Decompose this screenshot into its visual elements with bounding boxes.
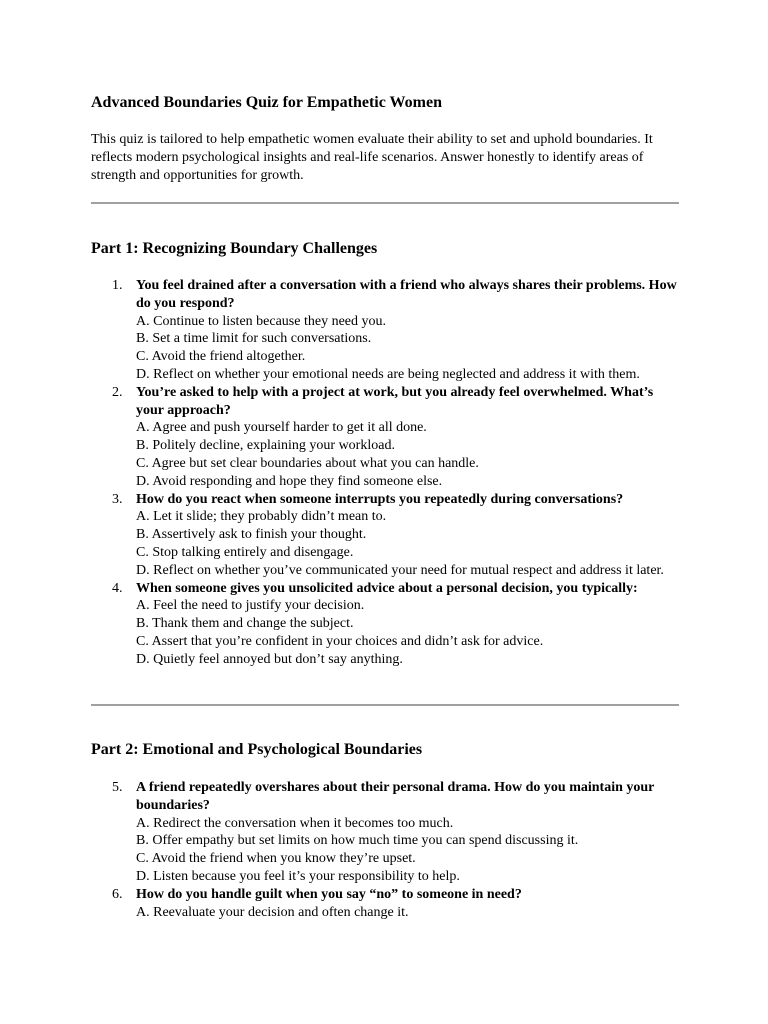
question-item <box>91 384 679 491</box>
question-text: You feel drained after a conversation with a friend who always shares their problems. How do you respond? <box>136 278 677 311</box>
part1-heading: Part 1: Recognizing Boundary Challenges <box>91 240 378 257</box>
question-number: 4. <box>112 580 123 596</box>
answer-option: B. Set a time limit for such conversations. <box>136 331 372 347</box>
answer-option: D. Avoid responding and hope they find someone else. <box>136 473 443 489</box>
part2-heading: Part 2: Emotional and Psychological Boundaries <box>91 741 423 758</box>
answer-option: A. Redirect the conversation when it becomes too much. <box>136 815 454 831</box>
question-item <box>91 491 679 580</box>
question-item <box>91 580 679 669</box>
answer-option: A. Feel the need to justify your decision. <box>136 598 365 614</box>
answer-option: B. Politely decline, explaining your workload. <box>136 438 395 454</box>
question-text: You’re asked to help with a project at work, but you already feel overwhelmed. What’s your approach? <box>136 384 654 418</box>
document-title: Advanced Boundaries Quiz for Empathetic Women <box>91 94 442 111</box>
answer-option: D. Reflect on whether you’ve communicated your need for mutual respect and address it later. <box>136 562 664 578</box>
answer-option: A. Continue to listen because they need you. <box>136 313 386 329</box>
question-number: 6. <box>112 886 123 902</box>
question-number: 5. <box>112 780 123 795</box>
answer-option: D. Reflect on whether your emotional needs are being neglected and address it with them. <box>136 366 640 382</box>
question-number: 1. <box>112 278 123 293</box>
intro-paragraph: This quiz is tailored to help empathetic women evaluate their ability to set and uphold boundaries. It reflects modern psychological insights and real-life scenarios. Answer honestly to identify areas of strength and opportunities for growth. <box>91 132 653 183</box>
answer-option: A. Agree and push yourself harder to get it all done. <box>136 420 427 436</box>
answer-option: C. Avoid the friend when you know they’re upset. <box>136 851 416 867</box>
question-number: 3. <box>112 491 123 507</box>
question-text: A friend repeatedly overshares about their personal drama. How do you maintain your boundaries? <box>136 780 655 813</box>
part2-question-list <box>91 779 679 921</box>
answer-option: A. Reevaluate your decision and often change it. <box>136 904 409 920</box>
question-text: When someone gives you unsolicited advice about a personal decision, you typically: <box>136 580 638 596</box>
question-item <box>91 277 679 384</box>
answer-option: B. Offer empathy but set limits on how much time you can spend discussing it. <box>136 833 579 849</box>
question-item <box>91 779 679 886</box>
answer-option: C. Assert that you’re confident in your choices and didn’t ask for advice. <box>136 633 544 649</box>
question-text: How do you handle guilt when you say “no” to someone in need? <box>136 886 522 902</box>
answer-option: C. Avoid the friend altogether. <box>136 349 306 365</box>
answer-option: B. Thank them and change the subject. <box>136 616 354 632</box>
section-divider <box>91 704 679 706</box>
answer-option: D. Quietly feel annoyed but don’t say anything. <box>136 651 403 667</box>
section-divider <box>91 202 679 204</box>
answer-option: C. Agree but set clear boundaries about what you can handle. <box>136 455 479 471</box>
part1-question-list <box>91 277 679 669</box>
question-item <box>91 886 679 922</box>
answer-option: D. Listen because you feel it’s your responsibility to help. <box>136 868 460 884</box>
question-text: How do you react when someone interrupts you repeatedly during conversations? <box>136 491 624 507</box>
answer-option: C. Stop talking entirely and disengage. <box>136 544 354 560</box>
answer-option: A. Let it slide; they probably didn’t mean to. <box>136 509 387 525</box>
question-number: 2. <box>112 384 123 400</box>
answer-option: B. Assertively ask to finish your thought. <box>136 527 367 543</box>
